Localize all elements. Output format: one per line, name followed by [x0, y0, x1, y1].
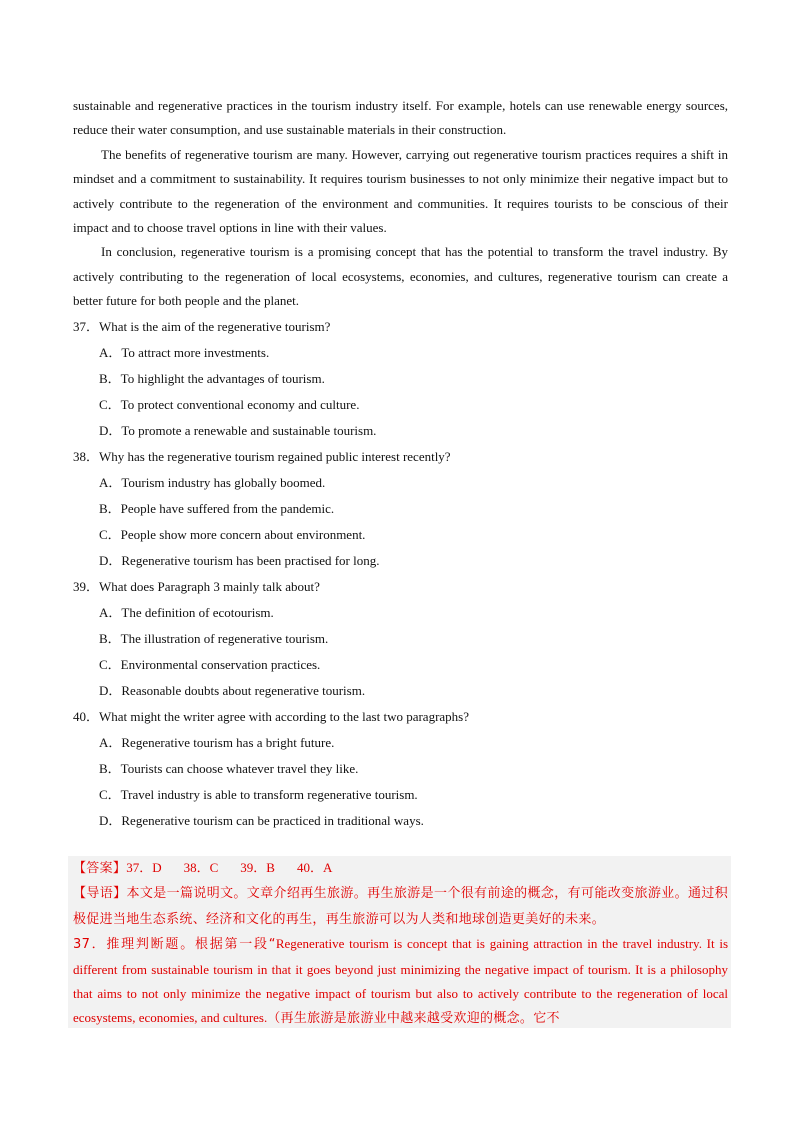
paragraph-conclusion: In conclusion, regenerative tourism is a promising concept that has the potential to transform the travel industry. By actively contributing to the regeneration of local ecosystems, economies, and cultures, regenerative tourism can create a better future for both people and the planet.	[73, 244, 728, 309]
explanation-prefix: 37．推理判断题。根据第一段“	[73, 937, 276, 953]
answer-37: 37．D	[126, 860, 162, 875]
option-a: A．The definition of ecotourism.	[99, 604, 274, 620]
option-a: A．To attract more investments.	[99, 344, 270, 360]
answer-40: 40．A	[296, 860, 333, 875]
option-a: A．Tourism industry has globally boomed.	[99, 474, 326, 490]
question-37	[73, 314, 728, 444]
answer-label: 【答案】	[73, 861, 127, 876]
option-c: C．To protect conventional economy and culture.	[99, 396, 360, 412]
option-c: C．Travel industry is able to transform regenerative tourism.	[99, 786, 418, 802]
option-a: A．Regenerative tourism has a bright future.	[99, 734, 335, 750]
option-d: D．To promote a renewable and sustainable tourism.	[99, 422, 377, 438]
question-38	[73, 444, 728, 574]
option-b: B．Tourists can choose whatever travel they like.	[99, 760, 359, 776]
option-b: B．The illustration of regenerative tourism.	[99, 630, 329, 646]
question-stem: 38．Why has the regenerative tourism regained public interest recently?	[73, 448, 451, 464]
explanation-quote: Regenerative tourism is concept that is gaining attraction in the travel industry. It is different from sustainable tourism in that it goes beyond just minimizing the negative impact of tourism. It is a philosophy that aims to not only minimize the negative impact of tourism but also to actively contribute to the regeneration of local ecosystems, economies, and cultures.	[73, 936, 728, 1026]
paragraph-continuation: sustainable and regenerative practices in the tourism industry itself. For example, hotels can use renewable energy sources, reduce their water consumption, and use sustainable materials in their construction.	[73, 98, 728, 138]
option-d: D．Regenerative tourism can be practiced in traditional ways.	[99, 812, 424, 828]
answer-39: 39．B	[240, 860, 275, 875]
option-c: C．People show more concern about environment.	[99, 526, 366, 542]
answer-key-line	[73, 856, 728, 881]
question-39	[73, 574, 728, 704]
answer-38: 38．C	[183, 860, 219, 875]
option-d: D．Reasonable doubts about regenerative tourism.	[99, 682, 366, 698]
question-stem: 39．What does Paragraph 3 mainly talk about?	[73, 578, 320, 594]
option-d: D．Regenerative tourism has been practised for long.	[99, 552, 380, 568]
option-b: B．People have suffered from the pandemic.	[99, 500, 335, 516]
question-40	[73, 704, 728, 834]
explanation-37	[73, 932, 728, 1032]
question-stem: 40．What might the writer agree with according to the last two paragraphs?	[73, 708, 470, 724]
option-b: B．To highlight the advantages of tourism.	[99, 370, 325, 386]
guide-text: 本文是一篇说明文。文章介绍再生旅游。再生旅游是一个很有前途的概念，有可能改变旅游业。通过积极促进当地生态系统、经济和文化的再生，再生旅游可以为人类和地球创造更美好的未来。	[73, 886, 728, 927]
explanation-cn: （再生旅游是旅游业中越来越受欢迎的概念。它不	[267, 1011, 560, 1027]
answer-section	[73, 856, 728, 1032]
passage	[73, 94, 728, 834]
question-stem: 37．What is the aim of the regenerative tourism?	[73, 318, 331, 334]
guide-paragraph	[73, 881, 728, 932]
option-c: C．Environmental conservation practices.	[99, 656, 321, 672]
guide-label: 【导语】	[73, 886, 127, 902]
paragraph-benefits: The benefits of regenerative tourism are many. However, carrying out regenerative tourism practices requires a shift in mindset and a commitment to sustainability. It requires tourism businesses to not only minimize their negative impact but to actively contribute to the regeneration of the environment and communities. It requires tourists to be conscious of their impact and to choose travel options in line with their values.	[73, 146, 728, 236]
